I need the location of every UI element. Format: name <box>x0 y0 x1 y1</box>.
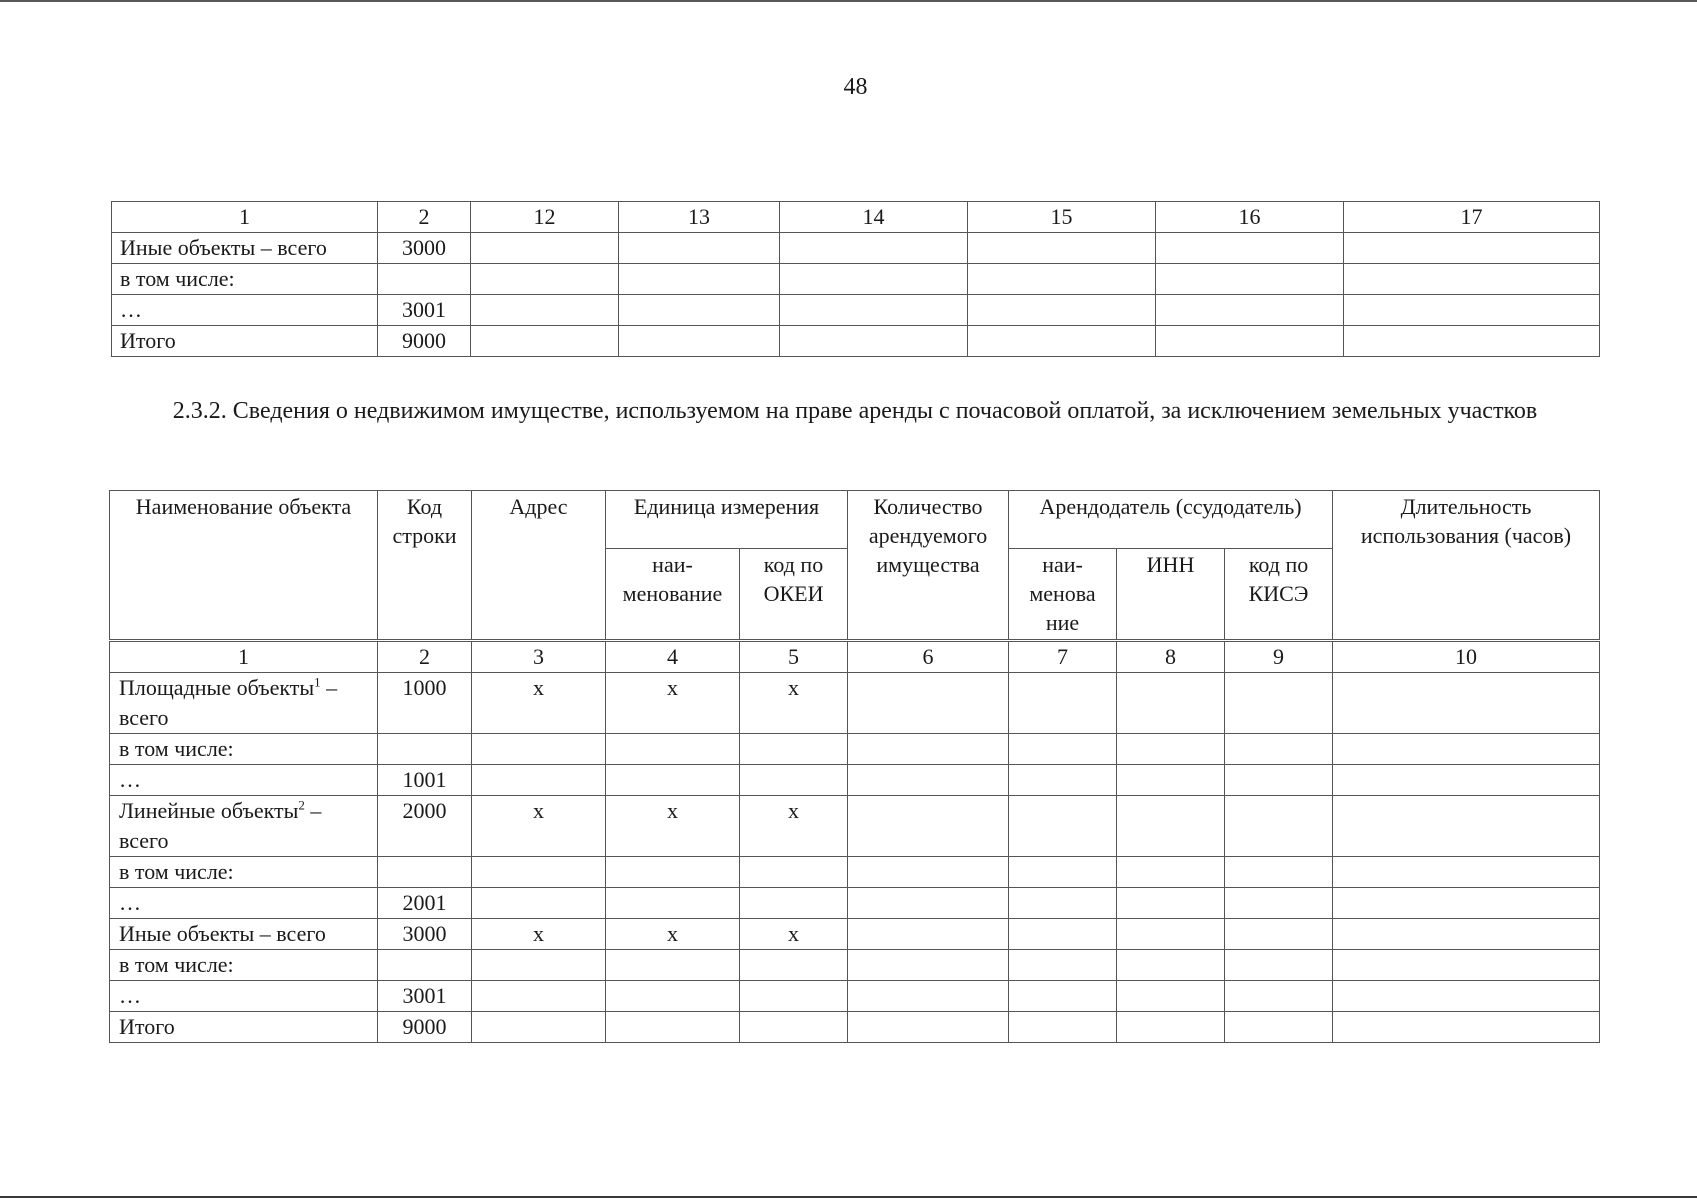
header-duration: Длительность использования (часов) <box>1333 491 1600 641</box>
column-number: 8 <box>1117 641 1225 673</box>
data-cell <box>780 295 968 326</box>
row-name-suffix: – всего <box>119 675 338 730</box>
column-number: 7 <box>1009 641 1117 673</box>
row-code: 3001 <box>378 981 472 1012</box>
address-cell: x <box>472 673 606 734</box>
row-name: … <box>110 981 378 1012</box>
column-number-row <box>110 641 1600 673</box>
data-cell <box>1333 888 1600 919</box>
row-code: 9000 <box>378 1012 472 1043</box>
data-cell <box>848 950 1009 981</box>
data-cell <box>1009 857 1117 888</box>
table-row <box>110 888 1600 919</box>
row-code: 2000 <box>378 796 472 857</box>
row-code <box>378 734 472 765</box>
data-cell <box>619 233 780 264</box>
data-cell <box>1333 734 1600 765</box>
data-cell <box>1344 295 1600 326</box>
column-number: 17 <box>1344 202 1600 233</box>
unit-name-cell <box>606 857 740 888</box>
table-row <box>110 673 1600 734</box>
data-cell <box>1344 264 1600 295</box>
data-cell <box>1117 673 1225 734</box>
address-cell <box>472 765 606 796</box>
table-row <box>110 796 1600 857</box>
data-cell <box>848 919 1009 950</box>
header-quantity: Количество арендуемого имущества <box>848 491 1009 641</box>
data-cell <box>1225 765 1333 796</box>
column-number: 13 <box>619 202 780 233</box>
data-cell <box>1009 950 1117 981</box>
unit-code-cell <box>740 857 848 888</box>
data-cell <box>968 264 1156 295</box>
table-row <box>110 765 1600 796</box>
column-number: 16 <box>1156 202 1344 233</box>
page-number: 48 <box>843 74 868 100</box>
table-row <box>112 233 1600 264</box>
row-code: 1001 <box>378 765 472 796</box>
unit-code-cell <box>740 950 848 981</box>
header-lessor-inn: ИНН <box>1117 549 1225 641</box>
data-cell <box>1225 919 1333 950</box>
row-name-text: Площадные объекты <box>119 675 315 700</box>
unit-code-cell <box>740 734 848 765</box>
data-cell <box>1156 264 1344 295</box>
data-cell <box>1225 950 1333 981</box>
column-number: 15 <box>968 202 1156 233</box>
row-code: 3001 <box>378 295 471 326</box>
table-row <box>110 950 1600 981</box>
column-number: 2 <box>378 202 471 233</box>
data-cell <box>1225 734 1333 765</box>
row-name: в том числе: <box>110 734 378 765</box>
table-row <box>110 1012 1600 1043</box>
row-name: Иные объекты – всего <box>112 233 378 264</box>
footnote-ref: 2 <box>298 797 305 813</box>
column-number: 10 <box>1333 641 1600 673</box>
address-cell: x <box>472 919 606 950</box>
column-number: 14 <box>780 202 968 233</box>
table-row <box>110 734 1600 765</box>
unit-name-cell <box>606 1012 740 1043</box>
data-cell <box>619 326 780 357</box>
unit-name-cell <box>606 888 740 919</box>
data-cell <box>1117 1012 1225 1043</box>
data-cell <box>968 326 1156 357</box>
table-row <box>110 919 1600 950</box>
data-cell <box>1225 673 1333 734</box>
data-cell <box>780 264 968 295</box>
unit-name-cell: x <box>606 796 740 857</box>
row-name: Иные объекты – всего <box>110 919 378 950</box>
column-number: 12 <box>471 202 619 233</box>
unit-code-cell: x <box>740 673 848 734</box>
data-cell <box>1117 981 1225 1012</box>
column-number: 3 <box>472 641 606 673</box>
data-cell <box>1156 233 1344 264</box>
data-cell <box>1117 950 1225 981</box>
data-cell <box>1333 981 1600 1012</box>
section-title: 2.3.2. Сведения о недвижимом имуществе, используемом на праве аренды с почасовой оплатой, за исключением земельных участков <box>172 398 1538 424</box>
address-cell: x <box>472 796 606 857</box>
row-name: … <box>110 888 378 919</box>
data-cell <box>1009 919 1117 950</box>
data-cell <box>968 233 1156 264</box>
data-cell <box>1225 857 1333 888</box>
header-row-code: Код строки <box>378 491 472 641</box>
data-cell <box>848 981 1009 1012</box>
data-cell <box>780 233 968 264</box>
data-cell <box>1117 796 1225 857</box>
data-cell <box>1009 765 1117 796</box>
data-cell <box>1344 233 1600 264</box>
table-header-row <box>110 491 1600 549</box>
column-number: 5 <box>740 641 848 673</box>
table-row <box>110 981 1600 1012</box>
unit-code-cell: x <box>740 796 848 857</box>
column-number: 9 <box>1225 641 1333 673</box>
column-number: 1 <box>110 641 378 673</box>
data-cell <box>1225 1012 1333 1043</box>
data-cell <box>848 673 1009 734</box>
data-cell <box>471 326 619 357</box>
unit-code-cell <box>740 765 848 796</box>
column-number: 1 <box>112 202 378 233</box>
data-cell <box>1117 888 1225 919</box>
row-name-suffix: – всего <box>119 798 322 853</box>
data-cell <box>780 326 968 357</box>
data-cell <box>1156 295 1344 326</box>
header-unit-name: наи-менование <box>606 549 740 641</box>
address-cell <box>472 734 606 765</box>
data-cell <box>1333 857 1600 888</box>
data-cell <box>1333 796 1600 857</box>
row-code: 9000 <box>378 326 471 357</box>
table-row <box>112 264 1600 295</box>
data-cell <box>619 295 780 326</box>
data-cell <box>1225 981 1333 1012</box>
row-name: … <box>110 765 378 796</box>
data-cell <box>1333 919 1600 950</box>
data-cell <box>1225 888 1333 919</box>
header-address: Адрес <box>472 491 606 641</box>
data-cell <box>471 264 619 295</box>
unit-name-cell <box>606 950 740 981</box>
data-cell <box>848 857 1009 888</box>
table-row <box>110 857 1600 888</box>
row-name-text: Линейные объекты <box>119 798 299 823</box>
unit-code-cell: x <box>740 919 848 950</box>
data-cell <box>1225 796 1333 857</box>
data-cell <box>1333 1012 1600 1043</box>
column-number: 6 <box>848 641 1009 673</box>
row-name: в том числе: <box>110 950 378 981</box>
data-cell <box>1117 765 1225 796</box>
data-cell <box>1333 765 1600 796</box>
header-unit-okei: код по ОКЕИ <box>740 549 848 641</box>
row-name <box>110 673 378 734</box>
header-lessor-kise: код по КИСЭ <box>1225 549 1333 641</box>
row-code: 3000 <box>378 919 472 950</box>
address-cell <box>472 981 606 1012</box>
data-cell <box>1344 326 1600 357</box>
column-number: 2 <box>378 641 472 673</box>
data-cell <box>1009 734 1117 765</box>
data-cell <box>471 295 619 326</box>
rental-property-table <box>109 490 1600 1043</box>
data-cell <box>1333 673 1600 734</box>
data-cell <box>1333 950 1600 981</box>
unit-name-cell <box>606 765 740 796</box>
data-cell <box>848 796 1009 857</box>
unit-name-cell: x <box>606 673 740 734</box>
address-cell <box>472 857 606 888</box>
data-cell <box>1009 673 1117 734</box>
unit-code-cell <box>740 888 848 919</box>
row-name: в том числе: <box>112 264 378 295</box>
unit-name-cell <box>606 981 740 1012</box>
data-cell <box>1117 919 1225 950</box>
address-cell <box>472 1012 606 1043</box>
row-code <box>378 950 472 981</box>
data-cell <box>619 264 780 295</box>
row-name: Итого <box>110 1012 378 1043</box>
data-cell <box>968 295 1156 326</box>
data-cell <box>1009 888 1117 919</box>
data-cell <box>848 888 1009 919</box>
row-name: в том числе: <box>110 857 378 888</box>
row-name <box>110 796 378 857</box>
row-code: 2001 <box>378 888 472 919</box>
row-code: 3000 <box>378 233 471 264</box>
data-cell <box>1117 857 1225 888</box>
data-cell <box>1009 796 1117 857</box>
address-cell <box>472 888 606 919</box>
unit-name-cell: x <box>606 919 740 950</box>
data-cell <box>471 233 619 264</box>
data-cell <box>1156 326 1344 357</box>
unit-code-cell <box>740 1012 848 1043</box>
row-code <box>378 857 472 888</box>
table-row <box>112 326 1600 357</box>
row-name: Итого <box>112 326 378 357</box>
column-number: 4 <box>606 641 740 673</box>
unit-name-cell <box>606 734 740 765</box>
row-code: 1000 <box>378 673 472 734</box>
scan-edge-bottom <box>0 1196 1697 1198</box>
data-cell <box>1117 734 1225 765</box>
header-lessor: Арендодатель (ссудодатель) <box>1009 491 1333 549</box>
data-cell <box>848 765 1009 796</box>
header-unit: Единица измерения <box>606 491 848 549</box>
data-cell <box>848 1012 1009 1043</box>
footnote-ref: 1 <box>314 674 321 690</box>
data-cell <box>848 734 1009 765</box>
table-row <box>112 295 1600 326</box>
unit-code-cell <box>740 981 848 1012</box>
scan-edge-top <box>0 0 1697 2</box>
header-object-name: Наименование объекта <box>110 491 378 641</box>
row-code <box>378 264 471 295</box>
row-name: … <box>112 295 378 326</box>
address-cell <box>472 950 606 981</box>
column-number-row <box>112 202 1600 233</box>
continuation-table <box>111 201 1600 357</box>
data-cell <box>1009 981 1117 1012</box>
data-cell <box>1009 1012 1117 1043</box>
header-lessor-name: наи-менова ние <box>1009 549 1117 641</box>
